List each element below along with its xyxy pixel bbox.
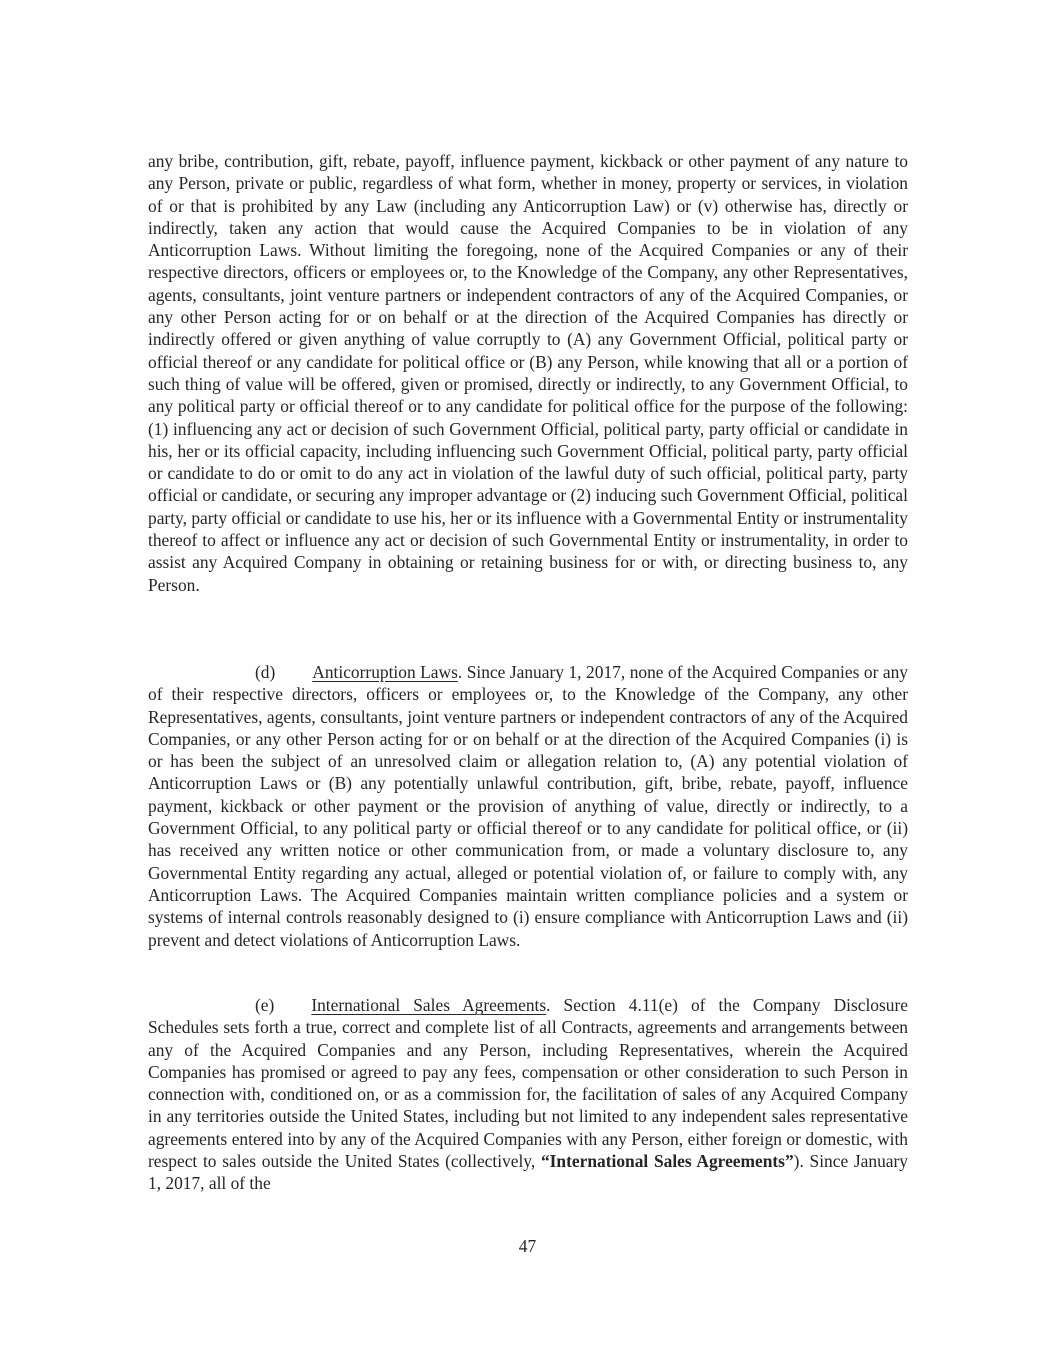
section-d-heading: Anticorruption Laws (312, 662, 458, 682)
defined-term: “International Sales Agreements” (540, 1151, 794, 1172)
section-e-body-after: ). Since January 1, 2017, all of the (148, 1151, 908, 1194)
section-e-paragraph (148, 994, 908, 1195)
section-d-marker: (d) (255, 662, 276, 682)
section-e-heading: International Sales Agreements (311, 995, 547, 1015)
section-d-body: . Since January 1, 2017, none of the Acquired Companies or any of their respective directors, officers or employees or, to the Knowledge of the Company, any other Representatives, agents, consultants, joint venture partners or independent contractors of any of the Acquired Companies, or any other Person acting for or on behalf or at the direction of the Acquired Companies (i) is or has been the subject of an unresolved claim or allegation relation to, (A) any potential violation of Anticorruption Laws or (B) any potentially unlawful contribution, gift, bribe, rebate, payoff, influence payment, kickback or other payment or the provision of anything of value, directly or indirectly, to a Government Official, to any political party or official thereof or to any candidate for political office, or (ii) has received any written notice or other communication from, or made a voluntary disclosure to, any Governmental Entity regarding any actual, alleged or potential violation of, or failure to comply with, any Anticorruption Laws. The Acquired Companies maintain written compliance policies and a system or systems of internal controls reasonably designed to (i) ensure compliance with Anticorruption Laws and (ii) prevent and detect violations of Anticorruption Laws. (148, 662, 908, 950)
section-e-international-sales-agreements (148, 994, 908, 1195)
paragraph-text: any bribe, contribution, gift, rebate, payoff, influence payment, kickback or other payment of any nature to any Person, private or public, regardless of what form, whether in money, property or services, in violation of or that is prohibited by any Law (including any Anticorruption Law) or (v) otherwise has, directly or indirectly, taken any action that would cause the Acquired Companies to be in violation of any Anticorruption Laws. Without limiting the foregoing, none of the Acquired Companies or any of their respective directors, officers or employees or, to the Knowledge of the Company, any other Representatives, agents, consultants, joint venture partners or independent contractors of any of the Acquired Companies, or any other Person acting for or on behalf or at the direction of the Acquired Companies has directly or indirectly offered or given anything of value corruptly to (A) any Government Official, political party or official thereof or any candidate for political office or (B) any Person, while knowing that all or a portion of such thing of value will be offered, given or promised, directly or indirectly, to any Government Official, to any political party or official thereof or to any candidate for political office for the purpose of the following: (1) influencing any act or decision of such Government Official, political party, party official or candidate in his, her or its official capacity, including influencing such Government Official, political party, party official or candidate to do or omit to do any act in violation of the lawful duty of such official, political party, party official or candidate, or securing any improper advantage or (2) inducing such Government Official, political party, party official or candidate to use his, her or its influence with a Governmental Entity or instrumentality thereof to affect or influence any act or decision of such Governmental Entity or instrumentality, in order to assist any Acquired Company in obtaining or retaining business for or with, or directing business to, any Person. (148, 151, 908, 595)
section-d-anticorruption-laws (148, 661, 908, 951)
section-d-paragraph (148, 661, 908, 951)
paragraph-continuation (148, 150, 908, 596)
section-e-marker: (e) (255, 995, 275, 1015)
page-number: 47 (518, 1236, 537, 1256)
section-e-body-before: . Section 4.11(e) of the Company Disclosure Schedules sets forth a true, correct and complete list of all Contracts, agreements and arrangements between any of the Acquired Companies and any Person, including Representatives, wherein the Acquired Companies has promised or agreed to pay any fees, compensation or other consideration to such Person in connection with, conditioned on, or as a commission for, the facilitation of sales of any Acquired Company in any territories outside the United States, including but not limited to any independent sales representative agreements entered into by any of the Acquired Companies with any Person, either foreign or domestic, with respect to sales outside the United States (collectively, (148, 995, 908, 1172)
